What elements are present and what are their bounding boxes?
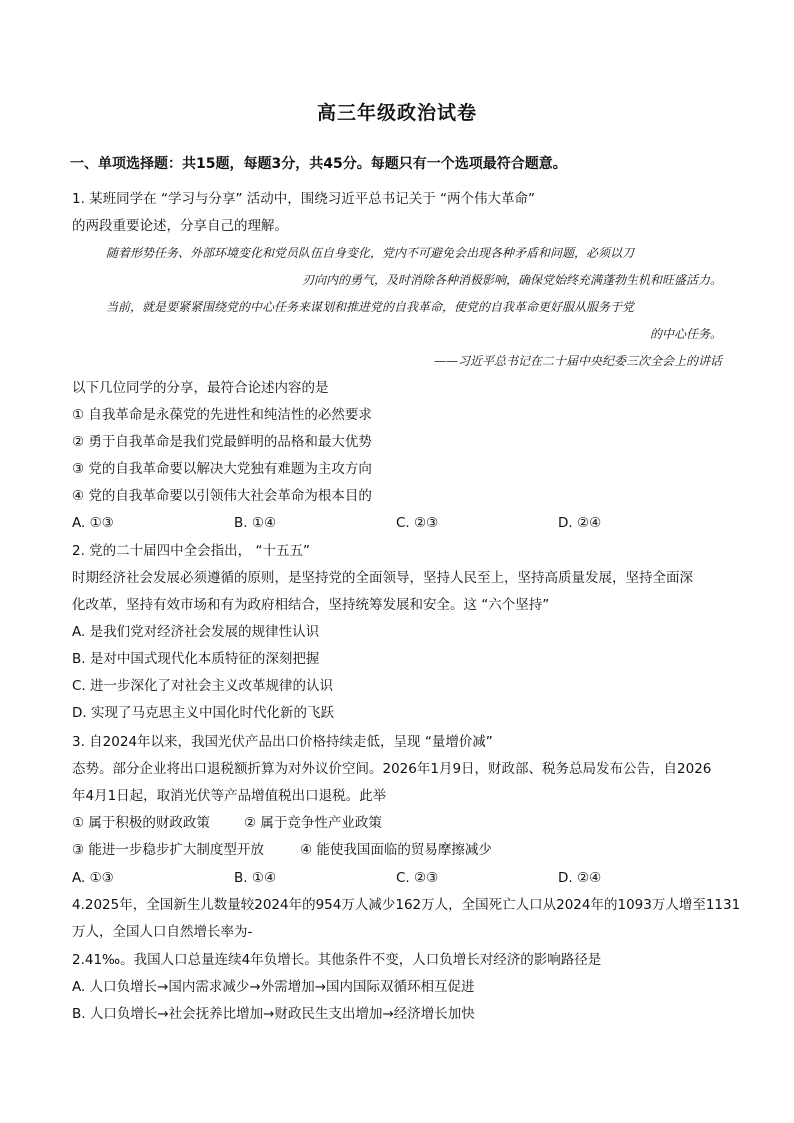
question-1-option-a[interactable]: A. ①③ [72,515,114,531]
question-4-option-a[interactable]: A. 人口负增长→国内需求减少→外需增加→国内国际双循环相互促进 [72,979,475,995]
question-4-stem-line-2: 万人，全国人口自然增长率为- [72,924,253,940]
quote-2-line-2: 的中心任务。 [649,327,722,341]
question-3-stem-line-3: 年4月1日起，取消光伏等产品增值税出口退税。此举 [72,788,387,804]
question-3-option-d[interactable]: D. ②④ [558,870,602,886]
quote-1-line-1: 随着形势任务、外部环境变化和党员队伍自身变化，党内不可避免会出现各种矛盾和问题，必须以刀 [106,246,635,260]
question-1-item-2: ② 勇于自我革命是我们党最鲜明的品格和最大优势 [72,434,372,450]
question-4-option-b[interactable]: B. 人口负增长→社会抚养比增加→财政民生支出增加→经济增长加快 [72,1006,475,1022]
section-heading: 一、单项选择题：共15题，每题3分，共45分。每题只有一个选项最符合题意。 [70,156,567,172]
question-1-option-b[interactable]: B. ①④ [234,515,277,531]
question-3-item-2: ② 属于竞争性产业政策 [244,815,382,831]
question-3-option-a[interactable]: A. ①③ [72,870,114,886]
question-2-stem-line-3: 化改革，坚持有效市场和有为政府相结合，坚持统筹发展和安全。这 “六个坚持” [72,597,550,613]
question-2-option-a[interactable]: A. 是我们党对经济社会发展的规律性认识 [72,624,320,640]
question-3-item-3: ③ 能进一步稳步扩大制度型开放 [72,842,264,858]
quote-2-line-1: 当前，就是要紧紧围绕党的中心任务来谋划和推进党的自我革命，使党的自我革命更好服从服务于党 [106,300,635,314]
page-title: 高三年级政治试卷 [316,102,477,124]
question-1-item-3: ③ 党的自我革命要以解决大党独有难题为主攻方向 [72,461,372,477]
question-1-option-d[interactable]: D. ②④ [558,515,602,531]
question-1-item-4: ④ 党的自我革命要以引领伟大社会革命为根本目的 [72,488,372,504]
quote-1-line-2: 刃向内的勇气，及时消除各种消极影响，确保党始终充满蓬勃生机和旺盛活力。 [301,273,722,287]
question-1-ask: 以下几位同学的分享，最符合论述内容的是 [72,380,329,396]
question-2-stem-line-1: 2. 党的二十届四中全会指出， “十五五” [72,543,310,559]
question-2-option-c[interactable]: C. 进一步深化了对社会主义改革规律的认识 [72,678,334,694]
question-3-item-1: ① 属于积极的财政政策 [72,815,210,831]
question-2-option-b[interactable]: B. 是对中国式现代化本质特征的深刻把握 [72,651,320,667]
question-1-stem-line-2: 的两段重要论述，分享自己的理解。 [72,218,288,234]
question-1-item-1: ① 自我革命是永葆党的先进性和纯洁性的必然要求 [72,407,372,423]
question-4-stem-line-1: 4.2025年，全国新生儿数量较2024年的954万人减少162万人，全国死亡人口从2024年的1093万人增至1131 [72,897,741,913]
question-2-option-d[interactable]: D. 实现了马克思主义中国化时代化新的飞跃 [72,705,334,721]
question-1-option-c[interactable]: C. ②③ [396,515,439,531]
question-3-option-b[interactable]: B. ①④ [234,870,277,886]
question-3-option-c[interactable]: C. ②③ [396,870,439,886]
question-4-stem-line-3: 2.41‰。我国人口总量连续4年负增长。其他条件不变，人口负增长对经济的影响路径是 [72,952,602,968]
question-3-stem-line-2: 态势。部分企业将出口退税额折算为对外议价空间。2026年1月9日，财政部、税务总局发布公告，自2026 [72,761,712,777]
question-2-stem-line-2: 时期经济社会发展必须遵循的原则，是坚持党的全面领导，坚持人民至上，坚持高质量发展，坚持全面深 [72,570,693,586]
question-1-stem-line-1: 1. 某班同学在 “学习与分享” 活动中，围绕习近平总书记关于 “两个伟大革命” [72,191,536,207]
question-3-item-4: ④ 能使我国面临的贸易摩擦减少 [300,842,492,858]
question-3-stem-line-1: 3. 自2024年以来，我国光伏产品出口价格持续走低，呈现 “量增价减” [72,734,493,750]
quote-source: ——习近平总书记在二十届中央纪委三次全会上的讲话 [433,354,722,368]
